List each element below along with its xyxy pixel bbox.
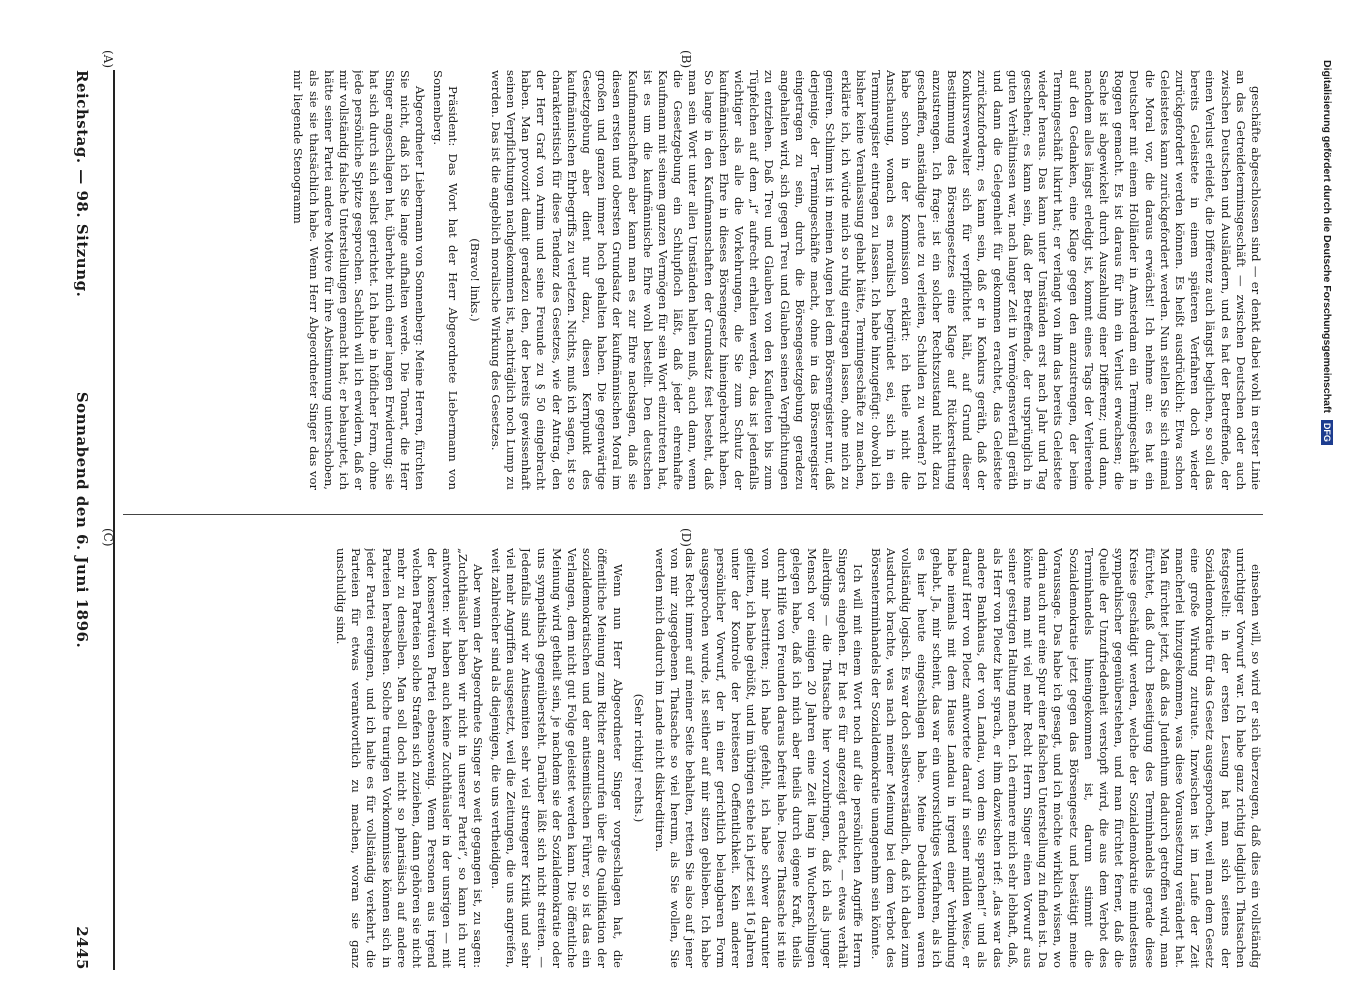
paragraph: Aber wenn der Abgeordnete Singer so weit gegangen ist, zu sagen: „Zuchthäusler haben wir nicht in unserer Partei“, so kann ich nur antworten: wir haben auch keine Zuchthäusler in der unsrigen — mit der konservativen Partei ebensowenig. Wenn Personen aus irgend welchen Parteien solche Strafen sich zuziehen, dann gehören sie nicht mehr zu denselben. Man soll doch nicht so pharisäisch auf andere Parteien herabsehen. Solche traurigen Vorkommnisse können sich in jeder Partei ereignen, und ich halte es für vollständig verkehrt, die Parteien für etwas verantwortlich zu machen, woran sie ganz unschuldig sind.	[334, 548, 485, 968]
interjection: (Sehr richtig! rechts.)	[631, 693, 646, 823]
interjection: (Bravo! links.)	[467, 238, 482, 322]
margin-mark-d: (D)	[679, 528, 693, 547]
digitization-footer	[1313, 60, 1333, 940]
page-header	[69, 70, 91, 970]
paragraph: Wenn nun Herr Abgeordneter Singer vorgeschlagen hat, die öffentliche Meinung zum Richter anzurufen über die Qualifikation der sozialdemokratischen und der antisemitischen Führer, so ist das ein Verlangen, dem nicht gut Folge geleistet werden kann. Die öffentliche Meinung wird getheilt sein, je nachdem sie der Sozialdemokratie oder uns sympathisch gegenübersteht. Darüber läßt sich nicht streiten. — Jedenfalls sind wir Antisemiten sehr viel strengerer Kritik und sehr viel mehr Angriffen ausgesetzt, weil die Zeitungen, die uns angreifen, weit zahlreicher sind als diejenigen, die uns vertheidigen.	[489, 548, 625, 968]
paragraph: Ich will mit einem Wort noch auf die persönlichen Angriffe Herrn Singers eingehen. Er hat es für angezeigt erachtet, — etwas verhält allerdings — die Thatsache hier vorzubringen, daß ich als junger Mensch vor einigen 20 Jahren eine Zeit lang in Wucherschlingen gelegen habe, daß ich mich aber theils durch eigene Kraft, theils durch Hilfe von Freunden daraus befreit habe. Diese Thatsache ist nie von mir bestritten; ich habe gefehlt, ich habe schwer darunter gelitten, ich habe gebüßt, und im übrigen stehe ich jetzt seit 16 Jahren unter der Kontrole der breitesten Oeffentlichkeit. Kein anderer persönlicher Vorwurf, der in einer gerichtlich belangbaren Form ausgesprochen wurde, ist seither auf mir sitzen geblieben. Ich habe das Recht immer auf meiner Seite behalten, retten Sie also auf jener von mir zugegebenen Thatsache so viel herum, als Sie wollen, Sie werden mich dadurch im Lande nicht diskreditiren.	[653, 548, 865, 968]
margin-mark-c: (C)	[101, 528, 115, 547]
paragraph: Abgeordneter Liebermann von Sonnenberg: Meine Herren, fürchten Sie nicht, daß ich Sie lange aufhalten werde. Die Tonart, die Herr Singer angeschlagen hat, überhebt mich einer langen Erwiderung; sie hat sich durch sich selbst gerichtet. Ich habe in höflicher Form, ohne jede persönliche Spitze gesprochen. Sachlich will ich erwidern, daß er mir vollständig falsche Unterstellungen gemacht hat; er behauptet, ich hätte seiner Partei andere Motive für ihre Abstimmung unterschoben, als sie sie thatsächlich habe. Wenn Herr Abgeordneter Singer das vor mir liegende Stenogramm	[291, 70, 428, 490]
paragraph: geschäfte abgeschlossen sind — er denkt dabei wohl in erster Linie an das Getreideterminsgeschäft — zwischen Deutschen oder auch zwischen Deutschen und Ausländern, und es hat der Betreffende, der einen Verlust erleidet, die Differenz auch längst beglichen, so soll das bereits Geleistete in einem späteren Verfahren doch wieder zurückgefordert werden können. Es heißt ausdrücklich: Etwa schon Geleistetes kann zurückgefordert werden. Nun stellen Sie sich einmal die Moral vor, die daraus erwächst! Ich nehme an: es hat ein Deutscher mit einem Holländer in Amsterdam ein Termingeschäft in Roggen gemacht. Es ist daraus für ihn ein Verlust erwachsen; die Sache ist abgewickelt durch Auszahlung einer Differenz; und dann, nachdem alles längst erledigt ist, kommt eines Tags der Verlierende auf den Gedanken, eine Klage gegen den anzustrengen, der beim Termingeschäft lukrirt hat; er verlangt von ihm das bereits Geleistete wieder heraus. Das kann unter Umständen erst nach Jahr und Tag geschehen; es kann sein, daß der Betreffende, der ursprünglich in guten Verhältnissen war, nach langer Zeit in Vermögensverfall geräth und dann die Gelegenheit für gekommen erachtet, das Geleistete zurückzufordern; es kann sein, daß er in Konkurs geräth, daß der Konkursverwalter sich für verpflichtet hält, auf Grund dieser Bestimmung des Börsengesetzes eine Klage auf Rückerstattung anzustrengen. Ich frage: ist ein solcher Rechtszustand nicht dazu geschaffen, anständige Leute zu verleiten, Schulden zu werden? Ich habe schon in der Kommission erklärt: ich theile nicht die Anschauung, wonach es moralisch begründet sei, sich in ein Terminregister eintragen zu lassen. Ich habe hinzugefügt: obwohl ich bisher keine Veranlassung gehabt hätte, Termingeschäfte zu machen, erklärte ich, ich würde mich so ruhig eintragen lassen, ohne mich zu geniren. Schlimm ist in meinen Augen bei dem Börsenregister nur, daß derjenige, der Termingeschäfte macht, ohne in das Börsenregister eingetragen zu sein, durch die Börsengesetzgebung geradezu angehalten wird, sich gegen Treu und Glauben seinen Verpflichtungen zu entziehen. Daß Treu und Glauben von den Kaufleuten bis zum Tüpfelchen auf dem „i“ aufrecht erhalten werden, das ist jedenfalls wichtiger als alle die Vorkehrungen, die Sie zum Schutz der kaufmännischen Ehre in dieses Börsengesetz hineingebracht haben. So lange in den Kaufmannschaften der Grundsatz fest besteht, daß man sein Wort unter allen Umständen halten muß, auch dann, wenn die Gesetzgebung ein Schlupfloch läßt, daß jeder ehrenhafte Kaufmann mit seinem ganzen Vermögen für sein Wort einzutreten hat, ist es um die kaufmännische Ehre wohl bestellt. Den deutschen Kaufmannschaften aber kann man es zur Ehre nachsagen, daß sie diesen ersten und obersten Grundsatz der kaufmännischen Moral im großen und ganzen immer hoch gehalten haben. Die gegenwärtige Gesetzgebung aber dient nur dazu, diesen Kernpunkt des kaufmännischen Ehrbegriffs zu verletzen. Nichts, muß ich sagen, ist so charakteristisch für diese Tendenz des Gesetzes, wie der Antrag, den der Herr Graf von Arnim und seine Freunde zu § 50 eingebracht haben. Man provozirt damit geradezu den, der bereits gewissenhaft seinen Verpflichtungen nachgekommen ist, nachträglich noch Lump zu werden. Das ist die angeblich moralische Wirkung des Gesetzes.	[488, 70, 1263, 490]
column-divider	[123, 514, 1263, 515]
dfg-logo: DFG	[1321, 420, 1333, 445]
paragraph: Präsident: Das Wort hat der Herr Abgeordnete Liebermann von Sonnenberg.	[431, 70, 461, 490]
header-date: Sonnabend den 6. Juni 1896.	[73, 391, 91, 649]
margin-mark-b: (B)	[679, 50, 693, 69]
margin-mark-a: (A)	[101, 50, 115, 69]
header-rule	[113, 70, 115, 970]
page-number: 2445	[73, 926, 91, 970]
left-column	[123, 70, 1263, 490]
digitization-note: Digitalisierung gefördert durch die Deutsche Forschungsgemeinschaft	[1321, 60, 1333, 413]
right-column	[123, 548, 1263, 968]
header-session: Reichstag. — 98. Sitzung.	[73, 70, 91, 298]
paragraph: einsehen will, so wird er sich überzeugen, daß dies ein vollständig unrichtiger Vorwurf war. Ich habe ganz richtig lediglich Thatsachen festgestellt: in der ersten Lesung hat man sich seitens der Sozialdemokratie für das Gesetz ausgesprochen, weil man dem Gesetz eine große Wirkung zutraute. Inzwischen ist im Laufe der Zeit mancherlei hinzugekommen, was diese Voraussetzung verändert hat. Man fürchtet jetzt, daß das Judenthum dadurch getroffen wird, man fürchtet, daß durch Beseitigung des Terminhandels gerade diese Kreise geschädigt werden, welche der Sozialdemokratie mindestens sympathischer gegenüberstehen, und man fürchtet ferner, daß die Quelle der Unzufriedenheit verstopft wird, die aus dem Verbot des Terminhandels hineingekommen ist, darum stimmt die Sozialdemokratie jetzt gegen das Börsengesetz und bestätigt meine Voraussage. Das habe ich gesagt, und ich möchte wirklich wissen, wo darin auch nur eine Spur einer falschen Unterstellung zu finden ist. Da könnte man mit viel mehr Recht Herrn Singer einen Vorwurf aus seiner gestrigen Haltung machen. Ich erinnere mich sehr lebhaft, daß, als Herr von Ploetz hier sprach, er ihm dazwischen rief: „das war das andere Bankhaus, der von Landau, von dem Sie sprachen!“ und als darauf Herr von Ploetz antwortete darauf in seiner milden Weise, er habe niemals mit dem Hause Landau in irgend einer Verbindung gehabt. Ja, mir scheint, das war ein unvorsichtiges Verfahren, als ich es hier heute eingeschlagen habe. Meine Deduktionen waren vollständig logisch. Es war doch selbstverständlich, daß ich dabei zum Ausdruck brachte, was nach meiner Meinung bei dem Verbot des Börsenterminhandels der Sozialdemokratie unangenehm sein könnte.	[868, 548, 1263, 968]
